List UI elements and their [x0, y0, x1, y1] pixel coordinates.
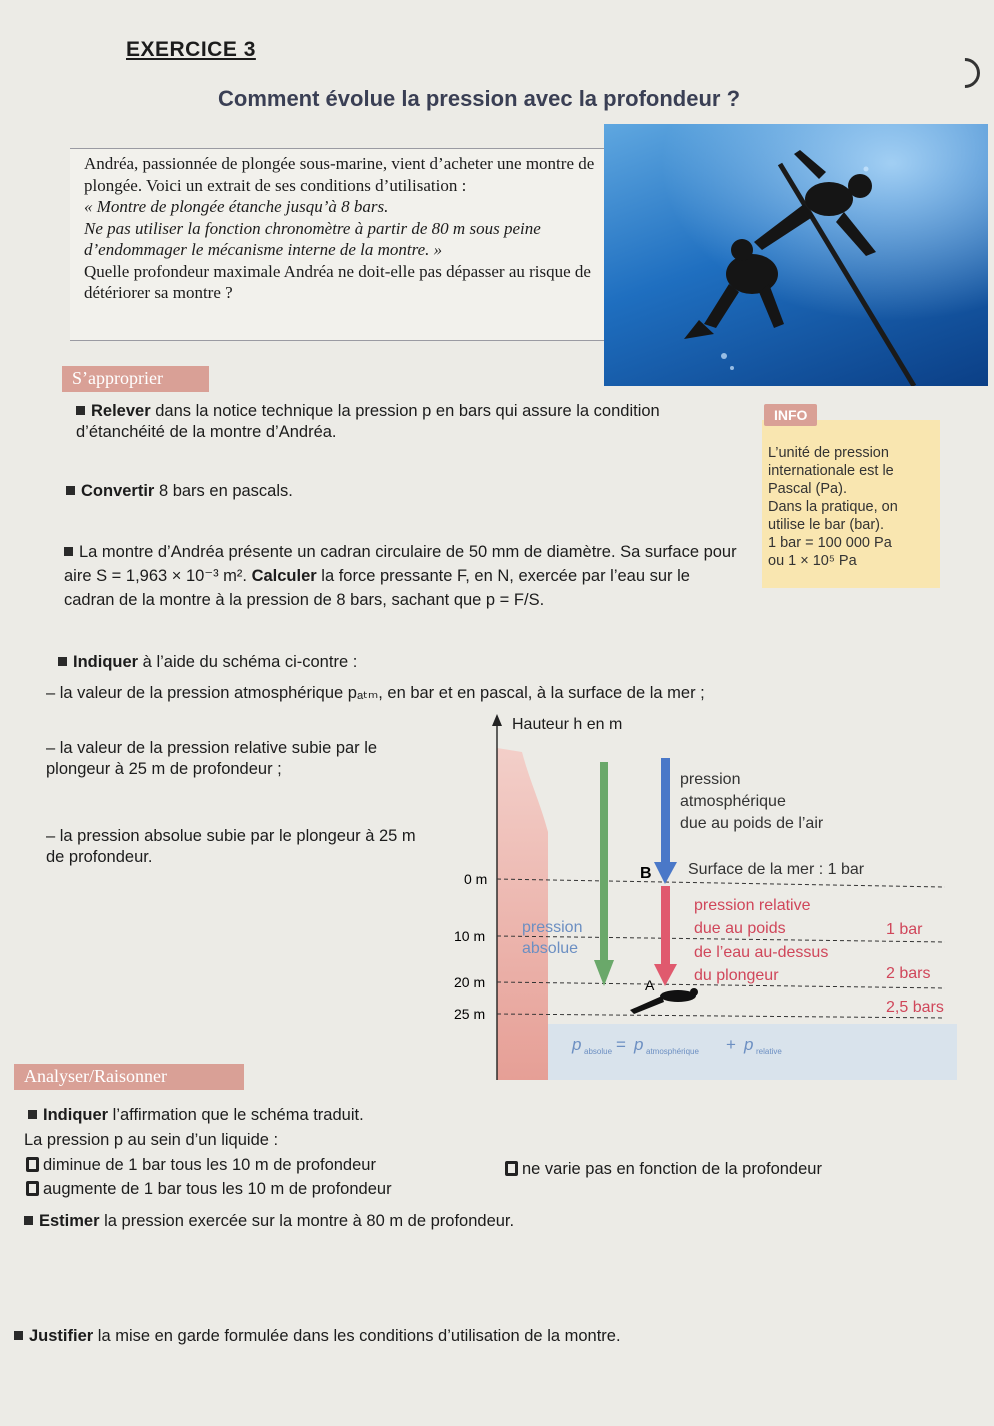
- bullet-icon: [66, 486, 75, 495]
- scenario-question: Quelle profondeur maximale Andréa ne doit-elle pas dépasser au risque de détériorer sa montre ?: [84, 261, 591, 302]
- svg-text:+: +: [726, 1035, 736, 1054]
- checkbox-icon[interactable]: [26, 1181, 39, 1196]
- absolute-label-1: pression: [522, 919, 583, 936]
- section-tab-analyser: Analyser/Raisonner: [14, 1064, 244, 1090]
- relative-arrow-head-icon: [654, 964, 677, 986]
- question-justifier: Justifier la mise en garde formulée dans les conditions d’utilisation de la montre.: [14, 1326, 814, 1347]
- exercise-title: EXERCICE 3: [126, 38, 256, 61]
- question-lead: La pression p au sein d’un liquide :: [24, 1131, 279, 1149]
- axis-arrow-icon: [492, 714, 502, 726]
- diver-photo: [604, 124, 988, 386]
- bullet-icon: [28, 1110, 37, 1119]
- checkbox-icon[interactable]: [505, 1161, 518, 1176]
- question-indiquer-affirmation: Indiquer l’affirmation que le schéma traduit.: [28, 1105, 728, 1126]
- corner-arc-mark: [944, 52, 986, 94]
- tick-0: 0 m: [464, 871, 488, 887]
- question-item-patm: – la valeur de la pression atmosphérique pₐₜₘ, en bar et en pascal, à la surface de la mer ;: [46, 684, 705, 702]
- atm-label-2: atmosphérique: [680, 793, 786, 810]
- depth-line-25: [497, 1014, 945, 1018]
- svg-text:relative: relative: [756, 1047, 782, 1056]
- tick-20: 20 m: [454, 974, 486, 990]
- scenario-quote-2: Ne pas utiliser la fonction chronomètre à partir de 80 m sous peine d’endommager le mécanisme interne de la montre. »: [84, 218, 541, 259]
- svg-text:absolue: absolue: [584, 1047, 613, 1056]
- relative-label-2: due au poids: [694, 920, 786, 937]
- info-box: [762, 420, 940, 588]
- atm-label-3: due au poids de l’air: [680, 815, 824, 832]
- choice-ne-varie-pas[interactable]: ne varie pas en fonction de la profondeur: [505, 1159, 945, 1180]
- question-item-absolue: – la pression absolue subie par le plongeur à 25 m de profondeur.: [46, 827, 416, 866]
- axis-title: Hauteur h en m: [512, 716, 623, 733]
- relative-label-1: pression relative: [694, 897, 811, 914]
- info-line-3: 1 bar = 100 000 Pa: [768, 535, 892, 551]
- svg-text:p: p: [744, 1035, 754, 1054]
- bullet-icon: [64, 547, 73, 556]
- question-convertir: Convertir 8 bars en pascals.: [66, 481, 666, 502]
- atmospheric-pressure-arrow: [661, 758, 670, 868]
- info-line-2: Dans la pratique, on utilise le bar (bar).: [768, 499, 898, 533]
- pressure-formula: [571, 1035, 782, 1056]
- svg-text:=: =: [616, 1035, 626, 1054]
- relative-pressure-arrow: [661, 886, 670, 968]
- info-line-4: ou 1 × 10⁵ Pa: [768, 553, 857, 569]
- svg-text:atmosphérique: atmosphérique: [646, 1047, 699, 1056]
- choice-augmente[interactable]: augmente de 1 bar tous les 10 m de profondeur: [26, 1179, 496, 1200]
- choice-diminue[interactable]: diminue de 1 bar tous les 10 m de profondeur: [26, 1155, 496, 1176]
- info-line-1: L’unité de pression internationale est le Pascal (Pa).: [768, 445, 894, 497]
- value-25m: 2,5 bars: [886, 999, 944, 1016]
- svg-text:p: p: [572, 1035, 582, 1054]
- point-b: B: [640, 865, 652, 882]
- small-diver-icon: [630, 988, 698, 1014]
- page-title: Comment évolue la pression avec la profondeur ?: [218, 86, 741, 111]
- tick-10: 10 m: [454, 928, 486, 944]
- question-calculer: La montre d’Andréa présente un cadran circulaire de 50 mm de diamètre. Sa surface pour aire S = 1,963 × 10⁻³ m². Calculer la force pressante F, en N, exercée par l’eau sur le cadran de la montre à la pression de 8 bars, sachant que p = F/S.: [64, 543, 737, 609]
- value-20m: 2 bars: [886, 965, 931, 982]
- pressure-diagram: [440, 712, 960, 1084]
- bullet-icon: [14, 1331, 23, 1340]
- value-10m: 1 bar: [886, 921, 923, 938]
- depth-line-0: [497, 879, 945, 887]
- atm-label-1: pression: [680, 771, 741, 788]
- scenario-quote-1: « Montre de plongée étanche jusqu’à 8 bars.: [84, 197, 389, 216]
- absolute-pressure-arrow: [600, 762, 608, 962]
- section-tab-sapproprier: S’approprier: [62, 366, 209, 392]
- bullet-icon: [24, 1216, 33, 1225]
- question-indiquer-schema: Indiquer à l’aide du schéma ci-contre :: [58, 652, 758, 673]
- surface-label: Surface de la mer : 1 bar: [688, 861, 865, 878]
- scenario-box: [70, 148, 610, 341]
- bullet-icon: [58, 657, 67, 666]
- bullet-icon: [76, 406, 85, 415]
- relative-label-4: du plongeur: [694, 967, 779, 984]
- checkbox-icon[interactable]: [26, 1157, 39, 1172]
- question-relever: Relever dans la notice technique la pression p en bars qui assure la condition d’étanchéité de la montre d’Andréa.: [76, 402, 660, 441]
- relative-label-3: de l’eau au-dessus: [694, 944, 829, 961]
- absolute-label-2: absolue: [522, 940, 579, 957]
- water-column: [497, 748, 548, 1080]
- absolute-arrow-head-icon: [594, 960, 614, 986]
- scenario-intro: Andréa, passionnée de plongée sous-marine, vient d’acheter une montre de plongée. Voici un extrait de ses conditions d’utilisation :: [84, 154, 595, 195]
- atmospheric-arrow-head-icon: [654, 862, 677, 884]
- info-label: INFO: [764, 404, 817, 426]
- point-a: A: [645, 977, 655, 993]
- question-estimer: Estimer la pression exercée sur la montre à 80 m de profondeur.: [24, 1211, 724, 1232]
- tick-25: 25 m: [454, 1006, 486, 1022]
- question-item-relative: – la valeur de la pression relative subie par le plongeur à 25 m de profondeur ;: [46, 739, 378, 778]
- svg-text:p: p: [634, 1035, 644, 1054]
